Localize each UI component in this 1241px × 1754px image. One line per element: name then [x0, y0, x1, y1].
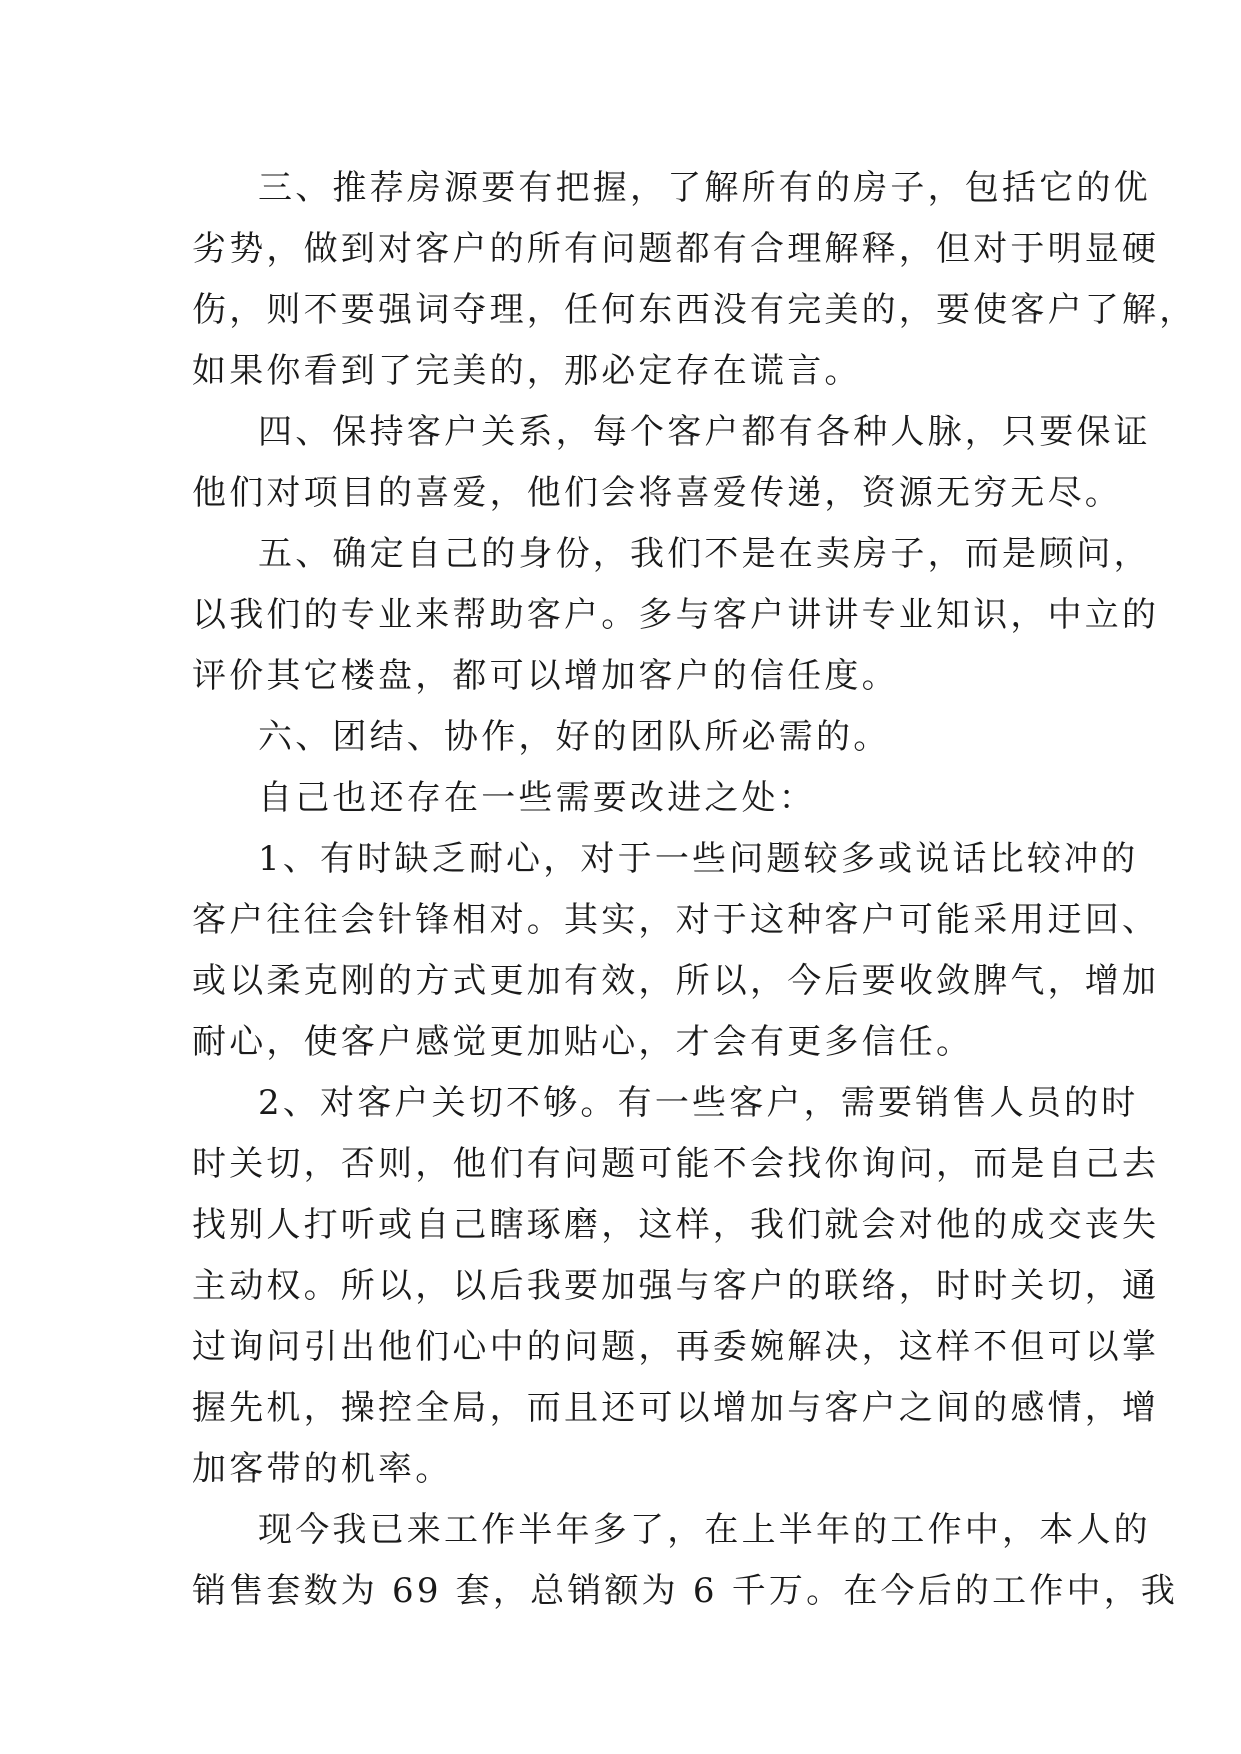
- text-line: 五、确定自己的身份，我们不是在卖房子，而是顾问，: [258, 534, 1151, 574]
- text-line: 如果你看到了完美的，那必定存在谎言。: [192, 351, 862, 391]
- text-line: 2、对客户关切不够。有一些客户，需要销售人员的时: [258, 1083, 1139, 1123]
- text-line: 加客带的机率。: [192, 1449, 453, 1489]
- paragraph-recommend-listings: [192, 158, 1197, 402]
- text-line: 找别人打听或自己瞎琢磨，这样，我们就会对他的成交丧失: [192, 1205, 1160, 1245]
- paragraph-identity: [192, 524, 1160, 707]
- text-line: 以我们的专业来帮助客户。多与客户讲讲专业知识，中立的: [192, 595, 1160, 635]
- text-line: 自己也还存在一些需要改进之处：: [258, 778, 816, 818]
- text-line: 他们对项目的喜爱，他们会将喜爱传递，资源无穷无尽。: [192, 473, 1122, 513]
- text-line: 销售套数为 69 套，总销额为 6 千万。在今后的工作中，我: [192, 1571, 1179, 1611]
- paragraph-sales-summary: [192, 1500, 1179, 1622]
- paragraph-teamwork: [192, 707, 1062, 768]
- text-line: 评价其它楼盘，都可以增加客户的信任度。: [192, 656, 899, 696]
- text-line: 客户往往会针锋相对。其实，对于这种客户可能采用迂回、: [192, 900, 1160, 940]
- text-line: 劣势，做到对客户的所有问题都有合理解释，但对于明显硬: [192, 229, 1160, 269]
- text-line: 伤，则不要强词夺理，任何东西没有完美的，要使客户了解，: [192, 290, 1197, 330]
- text-line: 六、团结、协作，好的团队所必需的。: [258, 717, 891, 757]
- text-line: 四、保持客户关系，每个客户都有各种人脉，只要保证: [258, 412, 1151, 452]
- text-line: 时关切，否则，他们有问题可能不会找你询问，而是自己去: [192, 1144, 1160, 1184]
- text-line: 1、有时缺乏耐心，对于一些问题较多或说话比较冲的: [258, 839, 1139, 879]
- paragraph-client-relations: [192, 402, 1151, 524]
- text-line: 主动权。所以，以后我要加强与客户的联络，时时关切，通: [192, 1266, 1160, 1306]
- text-line: 现今我已来工作半年多了，在上半年的工作中，本人的: [258, 1510, 1151, 1550]
- document-body: [192, 158, 1197, 1622]
- text-line: 三、推荐房源要有把握，了解所有的房子，包括它的优: [258, 168, 1151, 208]
- paragraph-improvement-patience: [192, 829, 1160, 1073]
- text-line: 耐心，使客户感觉更加贴心，才会有更多信任。: [192, 1022, 974, 1062]
- paragraph-improvement-client-care: [192, 1073, 1160, 1500]
- text-line: 握先机，操控全局，而且还可以增加与客户之间的感情，增: [192, 1388, 1160, 1428]
- text-line: 或以柔克刚的方式更加有效，所以，今后要收敛脾气，增加: [192, 961, 1160, 1001]
- text-line: 过询问引出他们心中的问题，再委婉解决，这样不但可以掌: [192, 1327, 1160, 1367]
- paragraph-improvements-intro: [192, 768, 1062, 829]
